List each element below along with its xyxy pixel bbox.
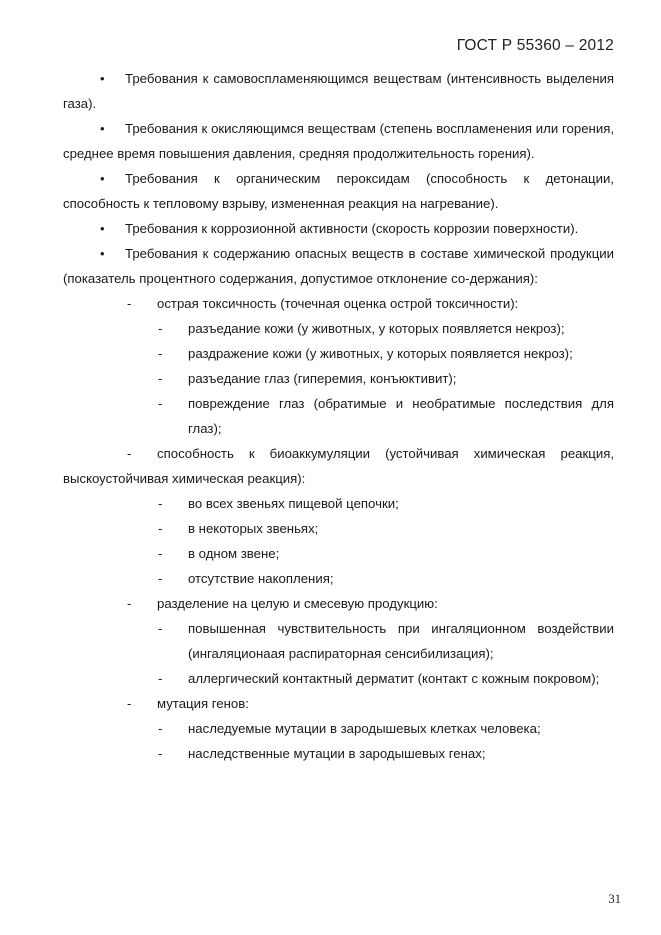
dash-icon: - (127, 296, 132, 311)
document-header: ГОСТ Р 55360 – 2012 (456, 37, 614, 54)
bullet-icon: • (100, 171, 105, 186)
requirement-item: • Требования к самовоспламеняющимся веществам (интенсивность выделения газа). (63, 66, 614, 116)
dash-icon: - (158, 321, 163, 336)
dash-icon: - (158, 746, 163, 761)
list-item: - разъедание кожи (у животных, у которых появляется некроз); (63, 316, 614, 341)
requirement-item: • Требования к содержанию опасных веществ в составе химической продукции (показатель процентного содержания, допустимое отклонение со-держания): (63, 241, 614, 291)
dash-icon: - (158, 521, 163, 536)
document-body (63, 66, 614, 766)
list-item: - раздражение кожи (у животных, у которых появляется некроз); (63, 341, 614, 366)
dash-icon: - (158, 671, 163, 686)
list-item: - аллергический контактный дерматит (контакт с кожным покровом); (63, 666, 614, 691)
dash-icon: - (158, 621, 163, 636)
dash-icon: - (158, 396, 163, 411)
list-item: - в некоторых звеньях; (63, 516, 614, 541)
dash-icon: - (158, 571, 163, 586)
dash-icon: - (158, 546, 163, 561)
sub-item-division: - разделение на целую и смесевую продукцию: (63, 591, 614, 616)
bullet-icon: • (100, 71, 105, 86)
sub-item-bioaccumulation: - способность к биоаккумуляции (устойчивая химическая реакция, выскоустойчивая химическая реакция): (63, 441, 614, 491)
list-item: - во всех звеньях пищевой цепочки; (63, 491, 614, 516)
sub-item-mutation: - мутация генов: (63, 691, 614, 716)
page-number: 31 (608, 892, 621, 906)
requirement-item: • Требования к коррозионной активности (скорость коррозии поверхности). (63, 216, 614, 241)
list-item: - разъедание глаз (гиперемия, конъюктивит); (63, 366, 614, 391)
dash-icon: - (158, 371, 163, 386)
list-item: - наследственные мутации в зародышевых генах; (63, 741, 614, 766)
list-item: - повреждение глаз (обратимые и необратимые последствия для глаз); (63, 391, 614, 441)
list-item: - повышенная чувствительность при ингаляционном воздействии (ингаляционаая распираторная сенсибилизация); (63, 616, 614, 666)
requirement-item: • Требования к окисляющимся веществам (степень воспламенения или горения, среднее время повышения давления, средняя продолжительность горения). (63, 116, 614, 166)
dash-icon: - (158, 496, 163, 511)
dash-icon: - (127, 596, 132, 611)
list-item: - отсутствие накопления; (63, 566, 614, 591)
bullet-icon: • (100, 246, 105, 261)
requirement-item: • Требования к органическим пероксидам (способность к детонации, способность к тепловому взрыву, измененная реакция на нагревание). (63, 166, 614, 216)
sub-item-acute: - острая токсичность (точечная оценка острой токсичности): (63, 291, 614, 316)
dash-icon: - (158, 346, 163, 361)
dash-icon: - (158, 721, 163, 736)
list-item: - в одном звене; (63, 541, 614, 566)
bullet-icon: • (100, 121, 105, 136)
bullet-icon: • (100, 221, 105, 236)
list-item: - наследуемые мутации в зародышевых клетках человека; (63, 716, 614, 741)
dash-icon: - (127, 446, 132, 461)
dash-icon: - (127, 696, 132, 711)
